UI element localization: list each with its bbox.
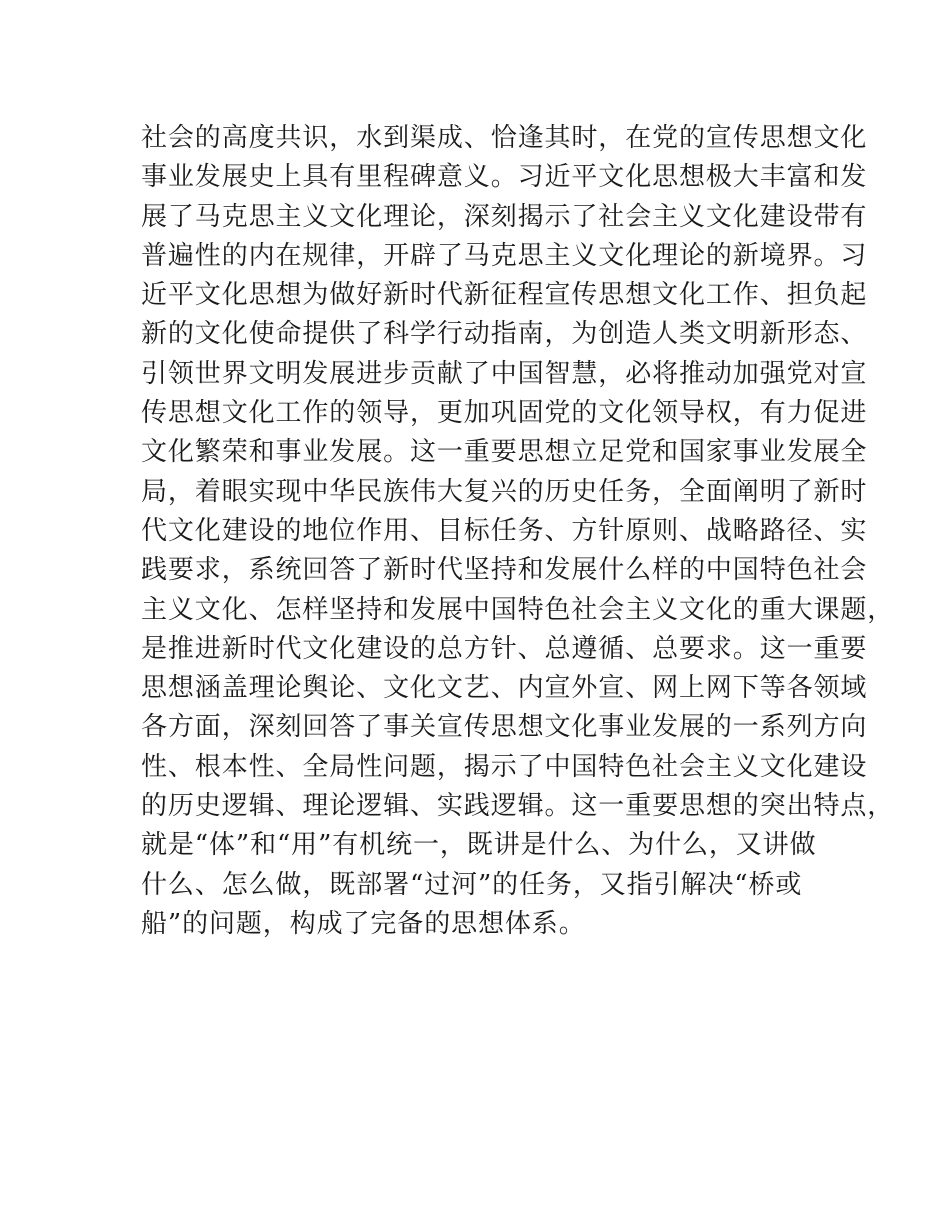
text-line: 的历史逻辑、理论逻辑、实践逻辑。这一重要思想的突出特点， [141, 791, 895, 822]
text-line: 思想涵盖理论舆论、文化文艺、内宣外宣、网上网下等各领域 [141, 673, 868, 704]
text-line: 普遍性的内在规律，开辟了马克思主义文化理论的新境界。习 [141, 240, 868, 271]
text-line: 什么、怎么做，既部署“过河”的任务，又指引解决“桥或 [141, 869, 803, 900]
text-line: 局，着眼实现中华民族伟大复兴的历史任务，全面阐明了新时 [141, 476, 868, 507]
text-line: 主义文化、怎样坚持和发展中国特色社会主义文化的重大课题， [141, 594, 895, 625]
text-line: 各方面，深刻回答了事关宣传思想文化事业发展的一系列方向 [141, 712, 868, 743]
text-line: 引领世界文明发展进步贡献了中国智慧，必将推动加强党对宣 [141, 358, 868, 389]
text-line: 传思想文化工作的领导，更加巩固党的文化领导权，有力促进 [141, 398, 868, 429]
text-line: 性、根本性、全局性问题，揭示了中国特色社会主义文化建设 [141, 751, 868, 782]
text-line: 事业发展史上具有里程碑意义。习近平文化思想极大丰富和发 [141, 162, 868, 193]
text-line: 近平文化思想为做好新时代新征程宣传思想文化工作、担负起 [141, 280, 868, 311]
text-line: 展了马克思主义文化理论，深刻揭示了社会主义文化建设带有 [141, 201, 868, 232]
text-line: 践要求，系统回答了新时代坚持和发展什么样的中国特色社会 [141, 555, 868, 586]
text-line: 代文化建设的地位作用、目标任务、方针原则、战略路径、实 [141, 515, 868, 546]
body-paragraph [141, 119, 895, 944]
text-line: 船”的问题，构成了完备的思想体系。 [141, 908, 586, 939]
text-line: 就是“体”和“用”有机统一，既讲是什么、为什么，又讲做 [141, 830, 817, 861]
text-line: 是推进新时代文化建设的总方针、总遵循、总要求。这一重要 [141, 633, 868, 664]
text-line: 社会的高度共识，水到渠成、恰逢其时，在党的宣传思想文化 [141, 123, 868, 153]
text-line: 文化繁荣和事业发展。这一重要思想立足党和国家事业发展全 [141, 437, 868, 468]
text-line: 新的文化使命提供了科学行动指南，为创造人类文明新形态、 [141, 319, 868, 350]
